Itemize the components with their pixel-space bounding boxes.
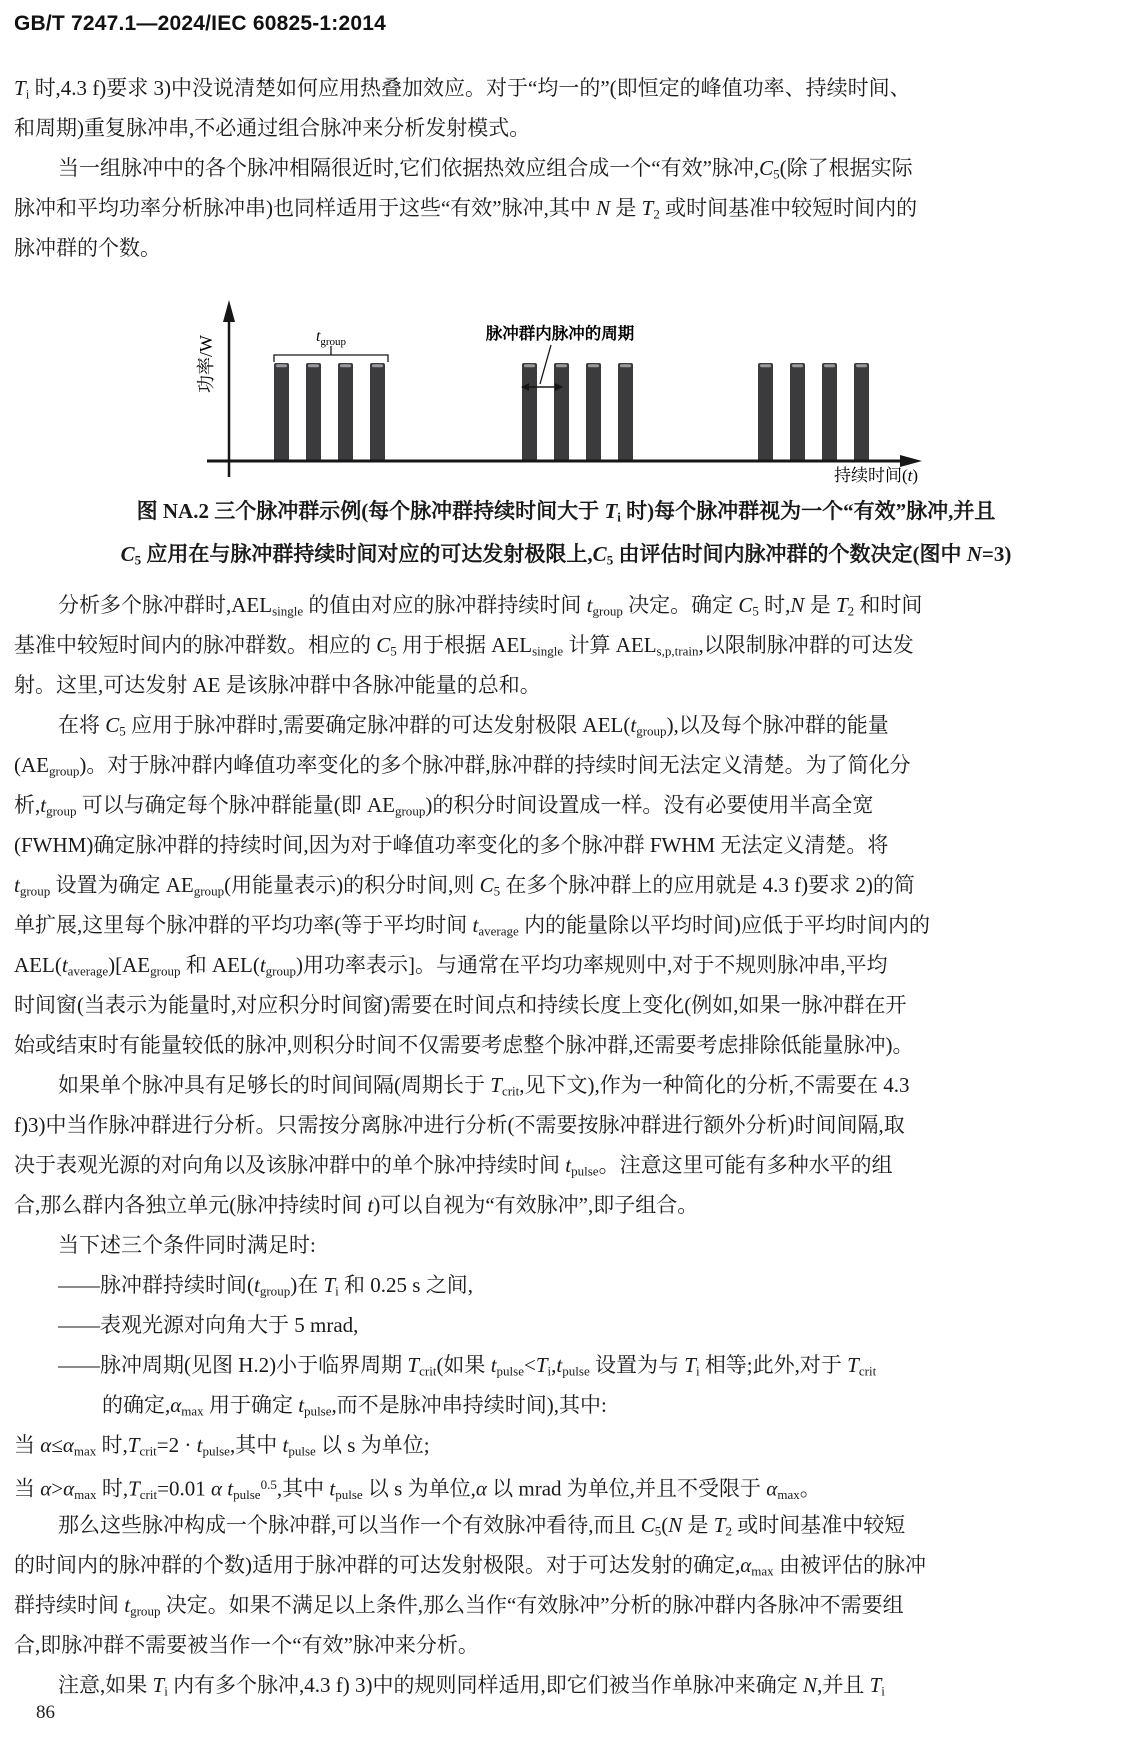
text-run: t (259, 953, 266, 977)
text-line (14, 1545, 1118, 1585)
text-run: 。注意这里可能有多种水平的组 (598, 1153, 893, 1177)
text-run: group (19, 883, 51, 899)
text-run: )的积分时间设置成一样。没有必要使用半高全宽 (425, 793, 874, 817)
text-run: T (835, 593, 848, 617)
pulse-bars (274, 363, 869, 461)
text-run: 在将 (58, 713, 106, 737)
text-line (14, 985, 1118, 1025)
text-run: (除了根据实际 (779, 156, 913, 180)
text-run: crit (419, 1363, 437, 1379)
pulse-bar (822, 363, 837, 461)
text-run: C (759, 156, 774, 180)
text-run: 内的能量除以平均时间)应低于平均时间内的 (518, 913, 931, 937)
text-run: 当一组脉冲中的各个脉冲相隔很近时,它们依据热效应组合成一个“有效”脉冲, (58, 156, 760, 180)
text-run: 时间窗(当表示为能量时,对应积分时间窗)需要在时间点和持续长度上变化(例如,如果一脉冲群在开 (14, 993, 907, 1017)
figure-na2-canvas (0, 268, 1132, 490)
text-run: )。对于脉冲群内峰值功率变化的多个脉冲群,脉冲群的持续时间无法定义清楚。为了简化分 (79, 753, 911, 777)
text-run: t (472, 913, 479, 937)
text-run: i (547, 1363, 552, 1379)
text-run: 5 (606, 552, 614, 568)
figure-caption (0, 490, 1132, 576)
text-run: 脉冲和平均功率分析脉冲串)也同样适用于这些“有效”脉冲,其中 (14, 196, 597, 220)
pulse-bar (554, 363, 569, 461)
pulse-bar (618, 363, 633, 461)
text-run: 合,即脉冲群不需要被当作一个“有效”脉冲来分析。 (14, 1633, 479, 1657)
text-run: ),以及每个脉冲群的能量 (666, 713, 889, 737)
text-run: 注意,如果 (58, 1673, 153, 1697)
text-run: (AE (14, 753, 49, 777)
text-line (14, 1105, 1118, 1145)
text-run: 0.5 (260, 1477, 277, 1492)
text-run: group (130, 1603, 161, 1619)
text-run: 5 (654, 1523, 662, 1539)
text-line (14, 1065, 1118, 1105)
text-run: C (376, 633, 391, 657)
text-run: ——脉冲群持续时间( (58, 1273, 254, 1297)
text-run: 的时间内的脉冲群的个数)适用于脉冲群的可达发射极限。对于可达发射的确定, (14, 1553, 741, 1577)
text-line (14, 705, 1118, 745)
text-run: 的确定, (102, 1393, 171, 1417)
text-line (14, 148, 1118, 188)
text-run: 基准中较短时间内的脉冲群数。相应的 (14, 633, 377, 657)
text-run: α (210, 1476, 222, 1501)
text-flow-bottom (0, 585, 1132, 1705)
text-line (14, 1585, 1118, 1625)
text-run: 用于根据 AEL (396, 633, 533, 657)
text-run: C (105, 713, 120, 737)
text-run: i (881, 1683, 885, 1699)
text-run: 单扩展,这里每个脉冲群的平均功率(等于平均时间 (14, 913, 473, 937)
text-run: 内有多个脉冲,4.3 f) 3)中的规则同样适用,即它们被当作单脉冲来确定 (167, 1673, 804, 1697)
text-run: average (67, 963, 109, 979)
text-run: ,见下文),作为一种简化的分析,不需要在 4.3 (519, 1073, 910, 1097)
text-run: max (181, 1403, 204, 1419)
text-run: α (63, 1476, 75, 1501)
y-axis-arrow-icon (223, 300, 235, 322)
text-run: crit (501, 1083, 520, 1099)
text-run: C (640, 1513, 655, 1537)
text-line (14, 188, 1118, 228)
text-run: (FWHM)确定脉冲群的持续时间,因为对于峰值功率变化的多个脉冲群 FWHM 无法定义清楚。将 (14, 833, 889, 857)
pulse-bar (306, 363, 321, 461)
pulse-bar (758, 363, 773, 461)
text-run: group (150, 963, 181, 979)
text-run: ,而不是脉冲串持续时间),其中: (331, 1393, 607, 1417)
text-run: ——表观光源对向角大于 5 mrad, (58, 1313, 359, 1337)
text-line (14, 108, 1118, 148)
text-run: max (777, 1486, 800, 1502)
pulse-bar-highlight (588, 364, 599, 367)
text-run: =3) (981, 542, 1012, 566)
text-line (14, 785, 1118, 825)
text-run: < (524, 1353, 536, 1377)
text-run: 脉冲群的个数。 (14, 236, 161, 260)
text-line (14, 1345, 1118, 1385)
pulse-bar-highlight (792, 364, 803, 367)
pulse-bar-highlight (824, 364, 835, 367)
text-run: group (265, 963, 297, 979)
text-run: crit (858, 1363, 877, 1379)
text-run: t (196, 1433, 203, 1457)
text-run: max (73, 1443, 97, 1459)
text-run: t (565, 1153, 572, 1177)
text-run: 是 (804, 593, 836, 617)
text-run: T (535, 1353, 548, 1377)
figure-na2 (0, 268, 1132, 490)
text-run: =0.01 (157, 1476, 211, 1501)
text-run: 2 (847, 603, 855, 619)
text-line (14, 745, 1118, 785)
text-run: t (586, 593, 593, 617)
text-run: 以 s 为单位, (362, 1476, 476, 1501)
text-run: 时, (96, 1476, 129, 1501)
text-run: C (120, 542, 135, 566)
text-run: 是 (682, 1513, 714, 1537)
pulse-bar (854, 363, 869, 461)
text-run: 5 (752, 603, 759, 619)
text-run: 如果单个脉冲具有足够长的时间间隔(周期长于 (58, 1073, 491, 1097)
text-run: group (193, 883, 225, 899)
text-line (14, 1465, 1118, 1505)
tgroup-label-sub: group (320, 336, 347, 348)
text-run: α (170, 1393, 182, 1417)
text-line (14, 625, 1118, 665)
text-run: i (617, 509, 621, 525)
text-run: t (556, 1353, 563, 1377)
pulse-bar-highlight (620, 364, 631, 367)
text-line (14, 905, 1118, 945)
text-run: T (14, 76, 26, 100)
text-run: 应用在与脉冲群持续时间对应的可达发射极限上, (141, 542, 593, 566)
text-line (14, 1385, 1118, 1425)
text-run: 在多个脉冲群上的应用就是 4.3 f)要求 2)的简 (500, 873, 915, 897)
text-run: t (254, 1273, 260, 1297)
pulse-bar (522, 363, 537, 461)
text-run: )在 (290, 1273, 324, 1297)
text-run: N (596, 196, 611, 220)
text-run: single (532, 643, 564, 659)
period-annotation-label: 脉冲群内脉冲的周期 (485, 324, 635, 343)
text-run: pulse (233, 1486, 261, 1502)
text-run: 当下述三个条件同时满足时: (58, 1233, 316, 1257)
text-run: )可以自视为“有效脉冲”,即子组合。 (373, 1193, 699, 1217)
text-run: , (551, 1353, 557, 1377)
text-line (14, 1265, 1118, 1305)
text-run: pulse (202, 1443, 230, 1459)
text-run: t (298, 1393, 305, 1417)
text-run: C (592, 542, 607, 566)
text-run: average (478, 923, 519, 939)
annotation-leader-line (540, 345, 551, 384)
pulse-bar-highlight (372, 364, 383, 367)
text-run: 和 0.25 s 之间, (338, 1273, 473, 1297)
text-line (14, 1425, 1118, 1465)
text-run: i (695, 1363, 700, 1379)
tgroup-label-var: t (315, 328, 321, 345)
text-run: 时)每个脉冲群视为一个“有效”脉冲,并且 (620, 499, 996, 523)
figure-caption-line (14, 533, 1118, 576)
text-run: 和 AEL( (180, 953, 260, 977)
text-line (14, 1305, 1118, 1345)
text-run: pulse (335, 1486, 363, 1502)
text-run: 5 (493, 883, 501, 899)
x-axis-label (834, 466, 918, 485)
text-run: α (475, 1476, 487, 1501)
text-run: α (766, 1476, 778, 1501)
text-run: 那么这些脉冲构成一个脉冲群,可以当作一个有效脉冲看待,而且 (58, 1513, 641, 1537)
text-run: 可以与确定每个脉冲群能量(即 AE (76, 793, 395, 817)
text-run: max (74, 1486, 97, 1502)
text-run: α (40, 1476, 52, 1501)
text-run: group (394, 803, 426, 819)
text-line (14, 1665, 1118, 1705)
text-run: AEL( (14, 953, 62, 977)
text-run: ,以限制脉冲群的可达发 (698, 633, 914, 657)
doc-number: GB/T 7247.1—2024/IEC 60825-1:2014 (14, 12, 386, 35)
text-run: T (152, 1673, 165, 1697)
text-run: 时,4.3 f)要求 3)中没说清楚如何应用热叠加效应。对于“均一的”(即恒定的峰值功率、持续时间、 (29, 76, 911, 100)
y-axis-label: 功率/W (196, 335, 216, 393)
text-run: ——脉冲周期(见图 H.2)小于临界周期 (58, 1353, 408, 1377)
pulse-bar-highlight (556, 364, 567, 367)
text-run: 相等;此外,对于 (699, 1353, 848, 1377)
text-run: crit (139, 1486, 158, 1502)
text-line (14, 865, 1118, 905)
text-run: =2 · (156, 1433, 197, 1457)
text-run: 群持续时间 (14, 1593, 125, 1617)
text-run: i (25, 86, 30, 102)
text-run: 5 (390, 643, 397, 659)
text-run: ,其中 (229, 1433, 283, 1457)
text-flow-top (0, 68, 1132, 268)
pulse-bar-highlight (276, 364, 287, 367)
pulse-bar-highlight (524, 364, 535, 367)
text-run: T (127, 1433, 140, 1457)
text-run: 的值由对应的脉冲群持续时间 (303, 593, 587, 617)
text-run: pulse (571, 1163, 599, 1179)
text-run: t (329, 1476, 336, 1501)
pulse-bar-highlight (856, 364, 867, 367)
text-run: )用功率表示]。与通常在平均功率规则中,对于不规则脉冲串,平均 (296, 953, 888, 977)
text-run: 射。这里,可达发射 AE 是该脉冲群中各脉冲能量的总和。 (14, 673, 541, 697)
text-run: crit (139, 1443, 157, 1459)
pulse-bar (586, 363, 601, 461)
text-run: pulse (304, 1403, 332, 1419)
text-run: α (62, 1433, 74, 1457)
header-spacer (0, 38, 1132, 68)
text-run: pulse (562, 1363, 590, 1379)
text-run: 是 (610, 196, 642, 220)
text-line (14, 1145, 1118, 1185)
text-run: T (869, 1673, 882, 1697)
text-run: s,p,train (656, 643, 699, 659)
text-run: C (738, 593, 753, 617)
text-run: t (630, 713, 637, 737)
text-run: t (282, 1433, 289, 1457)
tgroup-label (316, 328, 347, 348)
text-run: 时, (96, 1433, 128, 1457)
text-run: 由被评估的脉冲 (773, 1553, 926, 1577)
text-run: ( (661, 1513, 669, 1537)
text-line (14, 825, 1118, 865)
text-run: max (751, 1563, 774, 1579)
text-run: T (604, 499, 618, 523)
text-run: 2 (725, 1523, 732, 1539)
text-run: 分析多个脉冲群时,AEL (58, 593, 273, 617)
text-run: 设置为与 (589, 1353, 685, 1377)
text-line (14, 1625, 1118, 1665)
text-run: 决于表观光源的对向角以及该脉冲群中的单个脉冲持续时间 (14, 1153, 566, 1177)
text-run: > (51, 1476, 64, 1501)
text-run: 时, (758, 593, 791, 617)
text-run: α (40, 1433, 52, 1457)
text-run: T (847, 1353, 859, 1377)
text-run: N (966, 542, 982, 566)
text-line (14, 1025, 1118, 1065)
text-run: 计算 AEL (563, 633, 657, 657)
text-run: T (407, 1353, 420, 1377)
text-run: 设置为确定 AE (50, 873, 194, 897)
text-run: t (40, 793, 47, 817)
text-run: C (479, 873, 494, 897)
text-run: T (684, 1353, 696, 1377)
pulse-bar-highlight (340, 364, 351, 367)
pulse-bar (790, 363, 805, 461)
text-run: group (636, 723, 667, 739)
text-run: 或时间基准中较短时间内的 (659, 196, 918, 220)
text-run: 以 s 为单位; (315, 1433, 430, 1457)
text-run: T (490, 1073, 502, 1097)
text-run: t (227, 1476, 234, 1501)
text-run: group (46, 803, 77, 819)
text-run: i (164, 1683, 168, 1699)
page-number: 86 (36, 1702, 55, 1723)
x-axis-label-prefix: 持续时间( (833, 466, 908, 485)
text-line (14, 68, 1118, 108)
text-run: f)3)中当作脉冲群进行分析。只需按分离脉冲进行分析(不需要按脉冲群进行额外分析)时间间隔,取 (14, 1113, 905, 1137)
text-run: t (124, 1593, 131, 1617)
text-run: group (49, 763, 80, 779)
text-run: 用于确定 (203, 1393, 299, 1417)
text-run: pulse (288, 1443, 316, 1459)
text-run: T (128, 1476, 140, 1501)
text-run: t (14, 873, 20, 897)
text-run: 当 (14, 1476, 41, 1501)
text-run: ,并且 (817, 1673, 870, 1697)
text-run: T (323, 1273, 336, 1297)
text-run: 和时间 (854, 593, 923, 617)
text-run: i (335, 1283, 339, 1299)
text-run: 始或结束时有能量较低的脉冲,则积分时间不仅需要考虑整个脉冲群,还需要考虑排除低能量脉冲)。 (14, 1033, 914, 1057)
text-run: single (272, 603, 304, 619)
text-run: 5 (773, 166, 780, 182)
text-run: t (490, 1353, 497, 1377)
text-run: 。 (799, 1476, 821, 1501)
text-line (14, 1225, 1118, 1265)
text-run: 2 (653, 206, 660, 222)
text-run: 当 (14, 1433, 41, 1457)
pulse-bar (338, 363, 353, 461)
text-run: pulse (496, 1363, 525, 1379)
text-run: α (740, 1553, 752, 1577)
pulse-bar-highlight (308, 364, 319, 367)
text-run: 合,那么群内各独立单元(脉冲持续时间 (14, 1193, 368, 1217)
text-run: 决定。确定 (622, 593, 739, 617)
pulse-bar (370, 363, 385, 461)
x-axis-label-suffix: ) (912, 466, 919, 485)
text-run: (如果 (436, 1353, 491, 1377)
text-run: 决定。如果不满足以上条件,那么当作“有效脉冲”分析的脉冲群内各脉冲不需要组 (160, 1593, 904, 1617)
text-run: 5 (134, 552, 142, 568)
pulse-bar-highlight (760, 364, 771, 367)
x-axis-label-var: t (907, 466, 913, 485)
text-run: group (259, 1283, 291, 1299)
text-line (14, 665, 1118, 705)
text-run: 以 mrad 为单位,并且不受限于 (486, 1476, 767, 1501)
text-line (14, 945, 1118, 985)
text-run: (用能量表示)的积分时间,则 (224, 873, 480, 897)
text-run: T (713, 1513, 726, 1537)
text-run: 析, (14, 793, 41, 817)
text-run: 5 (119, 723, 126, 739)
text-line (14, 228, 1118, 268)
figure-caption-line (14, 490, 1118, 533)
text-line (14, 1185, 1118, 1225)
text-run: )[AE (108, 953, 151, 977)
caption-spacer (0, 576, 1132, 585)
text-run: group (592, 603, 623, 619)
text-line (14, 585, 1118, 625)
text-run: ,其中 (276, 1476, 330, 1501)
text-run: t (367, 1193, 374, 1217)
text-run: 或时间基准中较短 (732, 1513, 906, 1537)
text-run: 和周期)重复脉冲串,不必通过组合脉冲来分析发射模式。 (14, 116, 531, 140)
text-line (14, 1505, 1118, 1545)
text-run: N (803, 1673, 818, 1697)
text-run: N (790, 593, 805, 617)
text-run: 图 NA.2 三个脉冲群示例(每个脉冲群持续时间大于 (136, 499, 605, 523)
pulse-bar (274, 363, 289, 461)
text-run: N (668, 1513, 683, 1537)
text-run: T (641, 196, 654, 220)
text-run: ≤ (51, 1433, 63, 1457)
text-run: t (61, 953, 68, 977)
text-run: 应用于脉冲群时,需要确定脉冲群的可达发射极限 AEL( (125, 713, 631, 737)
tgroup-bracket (274, 346, 388, 362)
text-run: 由评估时间内脉冲群的个数决定(图中 (613, 542, 967, 566)
